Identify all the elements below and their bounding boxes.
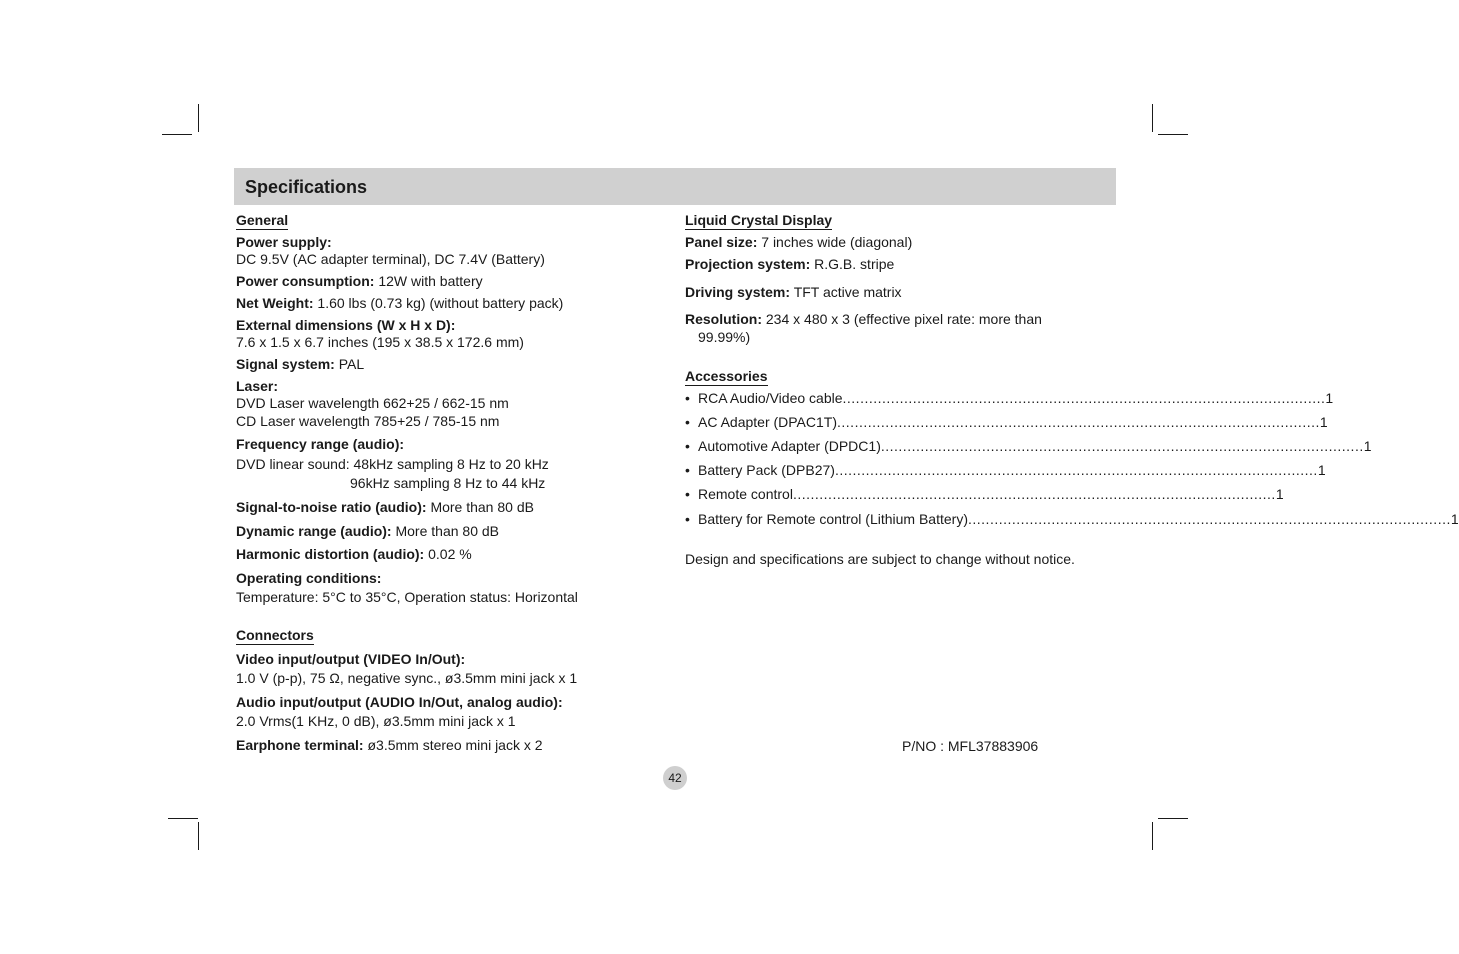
crop-mark — [198, 104, 199, 132]
dimensions-label: External dimensions (W x H x D): — [236, 317, 456, 333]
accessory-item — [685, 461, 1326, 479]
page-title: Specifications — [245, 177, 368, 197]
part-number: P/NO : MFL37883906 — [902, 738, 1039, 754]
net-weight-label: Net Weight: — [236, 295, 314, 311]
bullet: • — [685, 486, 690, 502]
crop-mark — [162, 134, 192, 135]
crop-mark — [1152, 822, 1153, 850]
power-supply-label: Power supply: — [236, 234, 332, 250]
bullet: • — [685, 511, 690, 527]
laser-cd-value: CD Laser wavelength 785+25 / 785-15 nm — [236, 413, 500, 429]
section-heading-lcd: Liquid Crystal Display — [685, 212, 833, 228]
bullet: • — [685, 462, 690, 478]
dynamic-range-label: Dynamic range (audio): — [236, 523, 392, 539]
bullet: • — [685, 414, 690, 430]
signal-system-value: PAL — [338, 356, 365, 372]
accessory-qty: 1 — [1319, 414, 1328, 430]
frequency-line1: DVD linear sound: 48kHz sampling 8 Hz to 20 kHz — [236, 456, 549, 472]
projection-row — [685, 255, 894, 273]
notice-text: Design and specifications are subject to change without notice. — [685, 551, 1075, 567]
page-number: 42 — [663, 766, 687, 790]
laser-dvd-value: DVD Laser wavelength 662+25 / 662-15 nm — [236, 395, 509, 411]
crop-mark — [168, 818, 198, 819]
leader-dots: .............................................................................................................. — [837, 414, 1320, 430]
power-supply-value: DC 9.5V (AC adapter terminal), DC 7.4V (Battery) — [236, 251, 545, 267]
leader-dots: .............................................................................................................. — [968, 511, 1451, 527]
audio-io-label: Audio input/output (AUDIO In/Out, analog audio): — [236, 694, 563, 710]
section-heading-connectors: Connectors — [236, 627, 314, 643]
snr-label: Signal-to-noise ratio (audio): — [236, 499, 427, 515]
resolution-row — [685, 310, 1042, 328]
accessory-qty: 1 — [1275, 486, 1284, 502]
accessory-name: Battery Pack (DPB27) — [698, 462, 835, 478]
title-bar — [234, 168, 1116, 205]
earphone-value: ø3.5mm stereo mini jack x 2 — [367, 737, 543, 753]
accessory-name: Automotive Adapter (DPDC1) — [698, 438, 881, 454]
accessory-qty: 1 — [1363, 438, 1372, 454]
section-heading-general: General — [236, 212, 289, 228]
crop-mark — [1158, 818, 1188, 819]
bullet: • — [685, 390, 690, 406]
frequency-line2: 96kHz sampling 8 Hz to 44 kHz — [350, 475, 546, 491]
projection-value: R.G.B. stripe — [814, 256, 895, 272]
accessory-qty: 1 — [1325, 390, 1334, 406]
laser-label: Laser: — [236, 378, 279, 394]
crop-mark — [1158, 134, 1188, 135]
driving-label: Driving system: — [685, 284, 791, 300]
net-weight-value: 1.60 lbs (0.73 kg) (without battery pack) — [317, 295, 564, 311]
accessory-name: Battery for Remote control (Lithium Battery) — [698, 511, 968, 527]
snr-value: More than 80 dB — [430, 499, 534, 515]
dimensions-value: 7.6 x 1.5 x 6.7 inches (195 x 38.5 x 172.6 mm) — [236, 334, 524, 350]
leader-dots: .............................................................................................................. — [880, 438, 1364, 454]
accessory-name: Remote control — [698, 486, 793, 502]
earphone-row — [236, 736, 543, 754]
video-io-value: 1.0 V (p-p), 75 Ω, negative sync., ø3.5mm mini jack x 1 — [236, 670, 578, 686]
snr-row — [236, 498, 534, 516]
earphone-label: Earphone terminal: — [236, 737, 364, 753]
accessory-qty: 1 — [1317, 462, 1326, 478]
panel-size-value: 7 inches wide (diagonal) — [761, 234, 913, 250]
audio-io-value: 2.0 Vrms(1 KHz, 0 dB), ø3.5mm mini jack x 1 — [236, 713, 516, 729]
leader-dots: .............................................................................................................. — [834, 462, 1318, 478]
accessory-item — [685, 413, 1328, 431]
signal-system-label: Signal system: — [236, 356, 335, 372]
accessory-item — [685, 389, 1334, 407]
leader-dots: .............................................................................................................. — [792, 486, 1276, 502]
resolution-value-cont: 99.99%) — [698, 329, 751, 345]
harmonic-value: 0.02 % — [428, 546, 472, 562]
operating-label: Operating conditions: — [236, 570, 382, 586]
accessory-item — [685, 485, 1284, 503]
signal-system-row — [236, 355, 364, 373]
power-consumption-label: Power consumption: — [236, 273, 375, 289]
bullet: • — [685, 438, 690, 454]
crop-mark — [198, 822, 199, 850]
projection-label: Projection system: — [685, 256, 811, 272]
crop-mark — [1152, 104, 1153, 132]
driving-value: TFT active matrix — [793, 284, 902, 300]
accessory-item — [685, 437, 1372, 455]
leader-dots: .............................................................................................................. — [842, 390, 1326, 406]
operating-value: Temperature: 5°C to 35°C, Operation status: Horizontal — [236, 589, 578, 605]
frequency-label: Frequency range (audio): — [236, 436, 405, 452]
section-heading-accessories: Accessories — [685, 368, 768, 384]
harmonic-label: Harmonic distortion (audio): — [236, 546, 425, 562]
driving-row — [685, 283, 902, 301]
power-consumption-row — [236, 272, 483, 290]
panel-size-label: Panel size: — [685, 234, 758, 250]
net-weight-row — [236, 294, 563, 312]
power-consumption-value: 12W with battery — [378, 273, 483, 289]
resolution-label: Resolution: — [685, 311, 762, 327]
panel-size-row — [685, 233, 912, 251]
resolution-value: 234 x 480 x 3 (effective pixel rate: more than — [765, 311, 1042, 327]
dynamic-range-row — [236, 522, 499, 540]
accessory-qty: 1 — [1450, 511, 1459, 527]
video-io-label: Video input/output (VIDEO In/Out): — [236, 651, 466, 667]
harmonic-row — [236, 545, 472, 563]
accessory-name: AC Adapter (DPAC1T) — [698, 414, 838, 430]
accessory-name: RCA Audio/Video cable — [698, 390, 843, 406]
accessory-item — [685, 510, 1459, 528]
dynamic-range-value: More than 80 dB — [395, 523, 499, 539]
